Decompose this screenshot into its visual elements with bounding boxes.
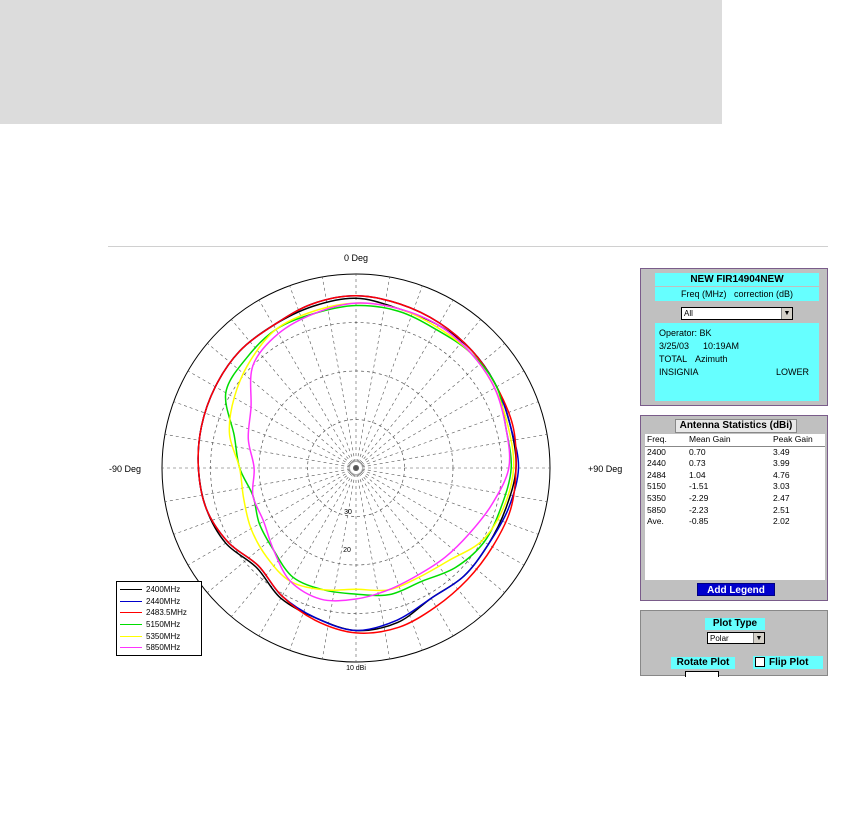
operator-text: Operator: BK bbox=[659, 328, 712, 338]
table-row bbox=[645, 458, 825, 470]
table-row bbox=[645, 516, 825, 528]
legend-item bbox=[120, 619, 198, 631]
file-info-panel bbox=[640, 268, 828, 406]
legend-swatch bbox=[120, 647, 142, 648]
legend-swatch bbox=[120, 612, 142, 613]
freq-label: Freq (MHz) bbox=[680, 289, 727, 299]
legend-label: 2440MHz bbox=[146, 596, 181, 606]
table-row bbox=[645, 470, 825, 482]
series-line-5150mhz bbox=[225, 305, 511, 595]
radial-label-20: 20 bbox=[343, 547, 351, 554]
cell-freq: 2440 bbox=[647, 458, 666, 469]
radial-label-outer: 10 dBi bbox=[346, 665, 366, 672]
correction-label: correction (dB) bbox=[733, 289, 794, 299]
cell-peak: 2.47 bbox=[773, 492, 790, 503]
radial-label-30: 30 bbox=[344, 509, 352, 516]
legend-swatch bbox=[120, 636, 142, 637]
rotate-plot-label: Rotate Plot bbox=[671, 657, 735, 669]
frequency-select-value: All bbox=[684, 309, 693, 318]
cell-mean: 0.73 bbox=[689, 458, 706, 469]
cell-freq: Ave. bbox=[647, 516, 664, 527]
angle-label-left: -90 Deg bbox=[109, 464, 142, 474]
legend-item bbox=[120, 584, 198, 596]
grid-spoke bbox=[165, 434, 356, 468]
grid-spoke bbox=[356, 468, 505, 593]
table-row bbox=[645, 505, 825, 517]
series-line-2440mhz bbox=[198, 296, 518, 631]
series-line-2400mhz bbox=[198, 298, 516, 630]
azimuth-text: Azimuth bbox=[695, 354, 728, 364]
grid-spoke bbox=[290, 286, 356, 468]
legend-swatch bbox=[120, 624, 142, 625]
file-title: NEW FIR14904NEW bbox=[655, 273, 819, 286]
legend-label: 5150MHz bbox=[146, 620, 181, 630]
cell-mean: -1.51 bbox=[689, 481, 709, 492]
time-text: 10:19AM bbox=[703, 341, 740, 351]
grid-spoke bbox=[174, 402, 356, 468]
cell-peak: 3.49 bbox=[773, 446, 790, 457]
legend-item bbox=[120, 596, 198, 608]
plot-type-panel bbox=[640, 610, 828, 676]
grid-spoke bbox=[165, 468, 356, 502]
plot-type-select-value: Polar bbox=[710, 634, 729, 643]
rotate-input[interactable] bbox=[685, 671, 719, 677]
legend-label: 2483.5MHz bbox=[146, 608, 187, 618]
flip-plot-control[interactable] bbox=[753, 656, 823, 669]
angle-label-right: +90 Deg bbox=[588, 464, 623, 474]
cell-peak: 4.76 bbox=[773, 469, 790, 480]
cell-freq: 2400 bbox=[647, 446, 666, 457]
statistics-title: Antenna Statistics (dBi) bbox=[675, 419, 797, 433]
flip-plot-checkbox[interactable] bbox=[755, 657, 765, 667]
legend-label: 2400MHz bbox=[146, 585, 181, 595]
legend-item bbox=[120, 607, 198, 619]
legend-label: 5350MHz bbox=[146, 631, 181, 641]
series-line-2483-5mhz bbox=[198, 296, 516, 633]
cell-peak: 2.02 bbox=[773, 516, 790, 527]
cell-peak: 2.51 bbox=[773, 504, 790, 515]
legend-item bbox=[120, 642, 198, 654]
cell-freq: 5350 bbox=[647, 492, 666, 503]
table-header bbox=[645, 434, 825, 447]
lower-text: LOWER bbox=[775, 367, 809, 377]
legend-label: 5850MHz bbox=[146, 643, 181, 653]
header-freq: Freq. bbox=[647, 434, 667, 444]
antenna-statistics-panel bbox=[640, 415, 828, 601]
cell-freq: 5850 bbox=[647, 504, 666, 515]
table-row bbox=[645, 481, 825, 493]
legend-swatch bbox=[120, 601, 142, 602]
cell-peak: 3.99 bbox=[773, 458, 790, 469]
chevron-down-icon[interactable]: ▼ bbox=[781, 308, 792, 319]
flip-plot-label: Flip Plot bbox=[769, 657, 809, 668]
legend-swatch bbox=[120, 589, 142, 590]
chevron-down-icon[interactable]: ▼ bbox=[753, 633, 764, 643]
plot-legend bbox=[116, 581, 202, 656]
add-legend-button[interactable]: Add Legend bbox=[697, 583, 775, 596]
cell-freq: 2484 bbox=[647, 469, 666, 480]
header-peak-gain: Peak Gain bbox=[773, 434, 813, 444]
plot-type-title: Plot Type bbox=[705, 618, 765, 630]
cell-peak: 3.03 bbox=[773, 481, 790, 492]
freq-correction-header bbox=[655, 287, 819, 301]
statistics-table bbox=[645, 434, 825, 580]
total-text: TOTAL bbox=[659, 354, 688, 364]
angle-label-top: 0 Deg bbox=[343, 253, 369, 263]
legend-item bbox=[120, 630, 198, 642]
cell-mean: -0.85 bbox=[689, 516, 709, 527]
plot-type-select[interactable] bbox=[707, 632, 765, 644]
frequency-select[interactable] bbox=[681, 307, 793, 320]
cell-freq: 5150 bbox=[647, 481, 666, 492]
test-info-box bbox=[655, 323, 819, 401]
cell-mean: -2.23 bbox=[689, 504, 709, 515]
cell-mean: 0.70 bbox=[689, 446, 706, 457]
table-row bbox=[645, 493, 825, 505]
grid-spoke bbox=[290, 468, 356, 650]
insignia-text: INSIGNIA bbox=[659, 367, 699, 377]
date-text: 3/25/03 bbox=[659, 341, 690, 351]
cell-mean: -2.29 bbox=[689, 492, 709, 503]
header-mean-gain: Mean Gain bbox=[689, 434, 731, 444]
cell-mean: 1.04 bbox=[689, 469, 706, 480]
table-row bbox=[645, 447, 825, 459]
